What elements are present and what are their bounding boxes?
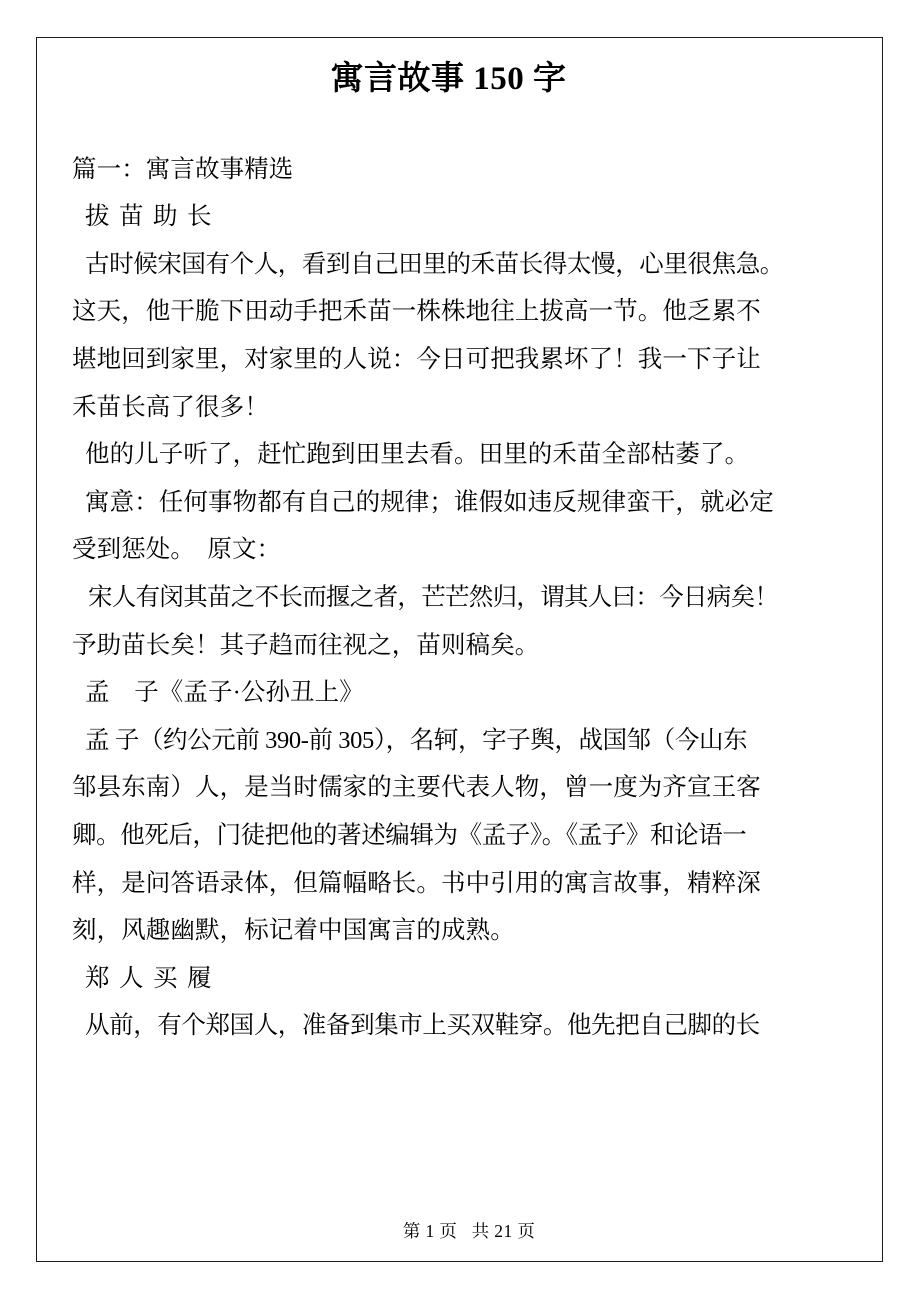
story-1-p3-l2: 受到惩处。 原文： xyxy=(72,536,282,564)
section-label: 篇一：寓言故事精选 xyxy=(72,155,294,183)
story-1-src-l1: 宋人有闵其苗之不长而揠之者，芒芒然归，谓其人曰：今日病矣！ xyxy=(88,583,779,611)
story-1-p3-l1: 寓意：任何事物都有自己的规律；谁假如违反规律蛮干，就必定 xyxy=(85,488,774,516)
page-title: 寓言故事 150 字 xyxy=(330,61,567,97)
story-1-p1-l3: 堪地回到家里，对家里的人说：今日可把我累坏了！我一下子让 xyxy=(72,345,761,373)
story-1-p1-l1: 古时候宋国有个人，看到自己田里的禾苗长得太慢，心里很焦急。 xyxy=(85,250,784,278)
story-1-title: 拔苗助长 xyxy=(85,203,221,231)
page-footer xyxy=(36,1197,883,1264)
story-1-bio-l5: 刻，风趣幽默，标记着中国寓言的成熟。 xyxy=(72,917,515,945)
story-1-bio-l1: 孟 子（约公元前 390-前 305），名轲，字子舆，战国邹（今山东 xyxy=(85,726,748,754)
story-1-cite: 孟 子《孟子·公孙丑上》 xyxy=(85,679,364,707)
story-1-p1-l4: 禾苗长高了很多！ xyxy=(72,393,269,421)
story-1-p1-l2: 这天，他干脆下田动手把禾苗一株株地往上拔高一节。他乏累不 xyxy=(72,298,761,326)
page-number-text: 第 1 页 共 21 页 xyxy=(402,1221,536,1241)
document-content xyxy=(72,60,847,1050)
story-1-bio-l4: 样，是问答语录体，但篇幅略长。书中引用的寓言故事，精粹深 xyxy=(72,869,761,897)
story-1-src-l2: 予助苗长矣！其子趋而往视之，苗则稿矣。 xyxy=(72,631,540,659)
story-1-bio-l2: 邹县东南）人，是当时儒家的主要代表人物，曾一度为齐宣王客 xyxy=(72,774,761,802)
story-2-title: 郑人买履 xyxy=(85,964,221,992)
story-2-p1-l1: 从前，有个郑国人，准备到集市上买双鞋穿。他先把自己脚的长 xyxy=(85,1012,760,1040)
story-1-p2-l1: 他的儿子听了，赶忙跑到田里去看。田里的禾苗全部枯萎了。 xyxy=(85,441,750,469)
story-1-bio-l3: 卿。他死后，门徒把他的著述编辑为《孟子》。《孟子》和论语一 xyxy=(72,821,747,849)
document-body xyxy=(72,146,847,1050)
